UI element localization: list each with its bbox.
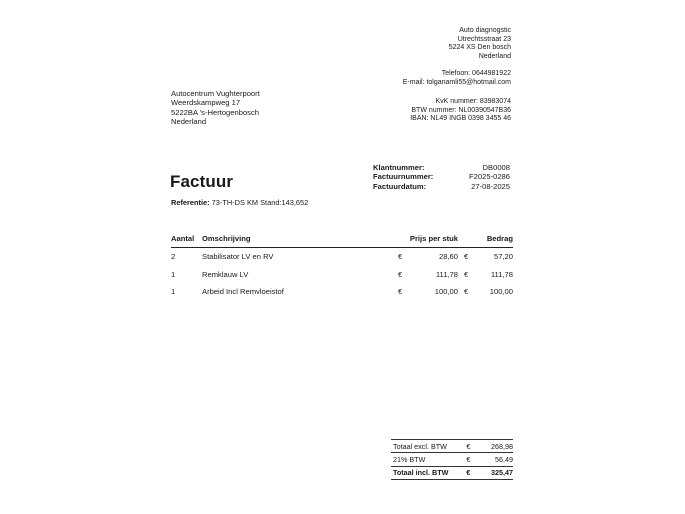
row-description: Arbeid Incl Remvloeistof <box>202 286 284 296</box>
reference-value: 73-TH-DS KM Stand:143,652 <box>211 198 309 207</box>
kvk-number: KvK nummer: 83983074 <box>435 98 511 105</box>
row-unit-price: 111,78 <box>435 269 458 279</box>
invoice-meta-values <box>420 163 510 191</box>
header-unit-price: Prijs per stuk <box>398 232 458 248</box>
totals-row-subtotal <box>391 440 513 453</box>
row-unit-currency: € <box>398 286 403 296</box>
company-email: E-mail: tolganamli55@hotmail.com <box>402 78 511 86</box>
totals-value: 56,49 <box>482 453 513 466</box>
row-amount: 111,78 <box>490 269 513 279</box>
row-unit-price: 28,60 <box>438 252 458 262</box>
btw-number: BTW nummer: NL00390547B36 <box>411 106 511 114</box>
row-unit-currency: € <box>398 252 403 262</box>
row-amount: 57,20 <box>493 252 513 262</box>
row-amount-currency: € <box>464 269 469 279</box>
row-unit-price: 100,00 <box>434 286 458 296</box>
totals-row-grand-total <box>391 466 513 479</box>
meta-value-invoice-number: F2025-0286 <box>469 172 510 182</box>
header-description: Omschrijving <box>202 232 398 248</box>
row-description: Remklauw LV <box>202 269 249 279</box>
meta-value-customer-number: DB0008 <box>482 163 510 172</box>
totals-row-vat <box>391 453 513 466</box>
company-phone: Telefoon: 0644981922 <box>441 69 511 77</box>
table-row <box>171 265 513 282</box>
table-row <box>171 283 513 300</box>
table-row <box>171 248 513 266</box>
totals-label: Totaal incl. BTW <box>391 466 464 479</box>
invoice-title: Factuur <box>170 172 234 191</box>
totals-value: 268,98 <box>482 440 513 453</box>
invoice-reference <box>171 198 308 207</box>
recipient-address-block <box>171 89 351 127</box>
company-registration-block <box>341 98 511 124</box>
recipient-country: Nederland <box>171 117 207 127</box>
company-country: Nederland <box>478 52 511 60</box>
totals-label: 21% BTW <box>391 453 464 466</box>
iban-number: IBAN: NL49 INGB 0398 3455 46 <box>410 115 511 123</box>
totals-value: 325,47 <box>482 466 513 479</box>
row-amount-currency: € <box>464 252 469 262</box>
invoice-totals-table <box>391 439 513 480</box>
row-unit-currency: € <box>398 269 403 279</box>
row-qty: 2 <box>171 252 176 262</box>
header-qty: Aantal <box>171 232 202 248</box>
row-qty: 1 <box>171 269 176 279</box>
row-description: Stabilisator LV en RV <box>202 252 274 262</box>
reference-label: Referentie: <box>171 198 210 207</box>
recipient-name: Autocentrum Vughterpoort <box>171 89 260 98</box>
recipient-street: Weerdskampweg 17 <box>171 98 241 108</box>
invoice-items-table <box>171 232 513 300</box>
row-amount-currency: € <box>464 286 469 296</box>
totals-currency: € <box>464 466 482 479</box>
totals-label: Totaal excl. BTW <box>391 440 464 453</box>
items-header-row <box>171 232 513 248</box>
row-amount: 100,00 <box>489 286 513 296</box>
totals-currency: € <box>464 440 482 453</box>
meta-label-invoice-date: Factuurdatum: <box>373 181 427 191</box>
meta-label-customer-number: Klantnummer: <box>373 163 425 172</box>
row-qty: 1 <box>171 286 176 296</box>
recipient-postal-city: 5222BA 's-Hertogenbosch <box>171 107 259 117</box>
company-name: Auto diagnogstic <box>459 27 511 34</box>
totals-currency: € <box>464 453 482 466</box>
company-address-block <box>351 27 511 87</box>
meta-value-invoice-date: 27-08-2025 <box>471 181 510 191</box>
meta-label-invoice-number: Factuurnummer: <box>373 172 434 182</box>
company-postal-city: 5224 XS Den bosch <box>448 44 511 52</box>
header-amount: Bedrag <box>458 232 513 248</box>
company-street: Utrechtsstraat 23 <box>457 35 511 43</box>
